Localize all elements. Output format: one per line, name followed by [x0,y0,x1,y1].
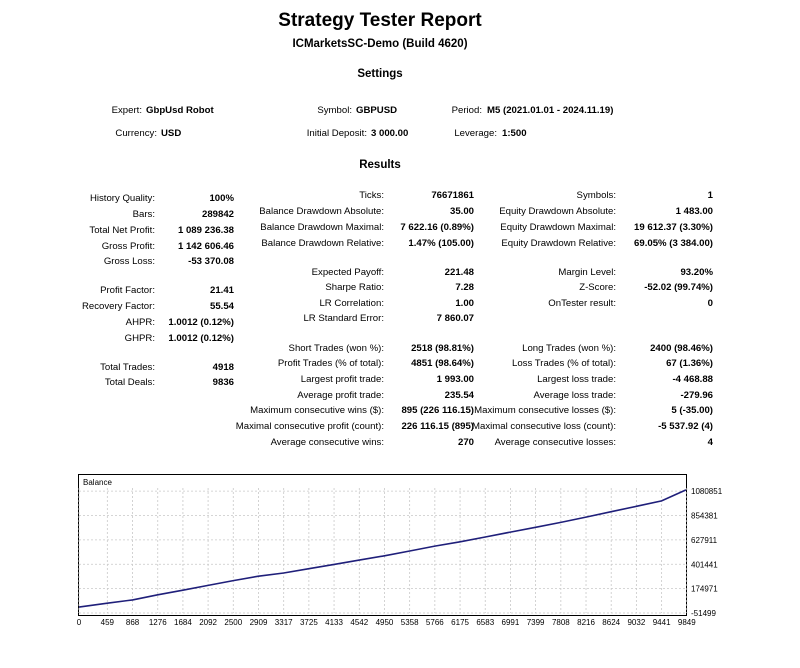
x-tick-label: 8624 [602,618,621,627]
col1-label: Total Deals: [104,377,155,388]
col1-value: -53 370.08 [188,256,234,267]
col2-label: Balance Drawdown Absolute: [259,206,384,217]
col1-value: 1 089 236.38 [177,225,234,236]
col3-value: 2400 (98.46%) [650,343,713,354]
col3-label: Margin Level: [558,267,616,278]
x-tick-label: 4542 [350,618,369,627]
col2-value: 76671861 [431,190,474,201]
col2-label: Maximum consecutive wins ($): [250,405,384,416]
y-tick-label: -51499 [691,609,716,618]
col2-value: 35.00 [449,206,474,217]
col2-label: Maximal consecutive profit (count): [235,421,384,432]
symbol-value: GBPUSD [356,105,398,116]
expert-value: GbpUsd Robot [146,105,214,116]
period-value: M5 (2021.01.01 - 2024.11.19) [487,105,614,116]
x-tick-label: 9849 [677,618,696,627]
col3-label: Equity Drawdown Relative: [501,238,616,249]
y-tick-label: 174971 [691,584,718,594]
col2-value: 270 [457,437,474,448]
col2-value: 1.00 [455,298,474,309]
col3-value: 4 [707,437,713,448]
x-tick-label: 8216 [577,618,595,627]
col2-label: Ticks: [359,190,384,201]
col3-label: Z-Score: [579,282,616,293]
x-tick-label: 9441 [652,618,671,627]
col3-value: 0 [707,298,713,309]
x-tick-label: 4133 [325,618,343,627]
col1-value: 1.0012 (0.12%) [168,317,234,328]
col1-label: Bars: [132,209,155,220]
col1-value: 4918 [212,362,234,373]
col3-value: -279.96 [680,390,713,401]
chart-title: Balance [83,478,112,487]
col2-label: Balance Drawdown Relative: [261,238,384,249]
settings-heading: Settings [357,68,403,80]
col2-label: Average profit trade: [297,390,384,401]
col3-value: 1 [707,190,713,201]
currency-value: USD [161,128,182,139]
col2-value: 7.28 [455,282,474,293]
col3-value: -4 468.88 [672,374,713,385]
col3-value: 67 (1.36%) [666,358,713,369]
col1-label: Profit Factor: [100,285,155,296]
x-axis-ticks [77,618,696,627]
col1-label: Total Trades: [100,362,155,373]
x-tick-label: 7399 [526,618,545,627]
x-tick-label: 6991 [501,618,520,627]
col2-label: Expected Payoff: [311,267,384,278]
x-tick-label: 1276 [148,618,167,627]
col3-value: 19 612.37 (3.30%) [634,222,713,233]
col2-label: Largest profit trade: [300,374,384,385]
col3-value: 1 483.00 [675,206,713,217]
col2-value: 235.54 [444,390,474,401]
col3-label: Symbols: [576,190,616,201]
x-tick-label: 2909 [249,618,268,627]
col3-label: Equity Drawdown Maximal: [500,222,616,233]
x-tick-label: 9032 [627,618,646,627]
x-tick-label: 2500 [224,618,243,627]
col3-label: Largest loss trade: [537,374,616,385]
report-subtitle: ICMarketsSC-Demo (Build 4620) [292,38,468,50]
x-tick-label: 459 [100,618,115,627]
chart-frame [79,475,687,616]
col3-value: -52.02 (99.74%) [644,282,713,293]
balance-chart [78,474,730,640]
col2-label: LR Standard Error: [303,313,384,324]
col2-value: 895 (226 116.15) [401,405,474,416]
leverage-label: Leverage: [454,128,497,139]
x-tick-label: 5358 [400,618,419,627]
col2-value: 226 116.15 (895) [401,421,474,432]
x-tick-label: 0 [76,618,82,627]
col3-value: 5 (-35.00) [671,405,713,416]
col2-value: 7 622.16 (0.89%) [400,222,474,233]
col3-label: Average consecutive losses: [494,437,616,448]
col1-value: 1 142 606.46 [177,241,234,252]
col3-value: -5 537.92 (4) [658,421,713,432]
col3-label: Maximal consecutive loss (count): [472,421,616,432]
period-label: Period: [451,105,482,116]
col1-value: 289842 [201,209,234,220]
report-title: Strategy Tester Report [278,10,482,31]
x-tick-label: 5766 [425,618,444,627]
y-tick-label: 1080851 [691,487,723,497]
col3-value: 93.20% [680,267,713,278]
y-tick-label: 854381 [691,511,718,521]
col3-value: 69.05% (3 384.00) [634,238,713,249]
col1-value: 21.41 [209,285,234,296]
col1-label: Recovery Factor: [81,301,155,312]
col3-label: Equity Drawdown Absolute: [499,206,616,217]
col1-value: 100% [209,193,234,204]
y-axis-ticks [691,487,723,618]
col1-label: Gross Loss: [103,256,155,267]
x-tick-label: 2092 [199,618,218,627]
symbol-label: Symbol: [317,105,352,116]
y-tick-label: 627911 [691,535,718,545]
x-tick-label: 7808 [551,618,570,627]
col1-value: 1.0012 (0.12%) [168,333,234,344]
x-tick-label: 868 [125,618,140,627]
col1-label: History Quality: [89,193,155,204]
col2-label: Short Trades (won %): [288,343,384,354]
col3-label: OnTester result: [548,298,616,309]
col1-value: 55.54 [209,301,234,312]
x-tick-label: 6175 [451,618,469,627]
expert-label: Expert: [111,105,142,116]
col2-value: 221.48 [444,267,474,278]
col2-value: 1 993.00 [436,374,474,385]
deposit-label: Initial Deposit: [306,128,367,139]
results-heading: Results [359,159,401,171]
col2-label: Sharpe Ratio: [325,282,384,293]
x-tick-label: 6583 [476,618,495,627]
col1-label: Total Net Profit: [89,225,155,236]
col3-label: Long Trades (won %): [522,343,616,354]
col2-value: 2518 (98.81%) [411,343,474,354]
col3-label: Average loss trade: [533,390,616,401]
col2-label: Profit Trades (% of total): [277,358,384,369]
col1-label: Gross Profit: [101,241,155,252]
deposit-value: 3 000.00 [371,128,409,139]
col1-label: GHPR: [124,333,155,344]
col2-label: Average consecutive wins: [270,437,384,448]
col2-value: 1.47% (105.00) [408,238,474,249]
col2-value: 7 860.07 [436,313,474,324]
y-tick-label: 401441 [691,560,718,570]
x-tick-label: 3725 [299,618,318,627]
leverage-value: 1:500 [502,128,527,139]
col2-value: 4851 (98.64%) [411,358,474,369]
col1-value: 9836 [212,377,234,388]
col2-label: LR Correlation: [319,298,384,309]
x-tick-label: 3317 [274,618,293,627]
col1-label: AHPR: [125,317,155,328]
col2-label: Balance Drawdown Maximal: [260,222,384,233]
col3-label: Maximum consecutive losses ($): [474,405,616,416]
currency-label: Currency: [115,128,157,139]
x-tick-label: 1684 [174,618,192,627]
x-tick-label: 4950 [375,618,394,627]
col3-label: Loss Trades (% of total): [512,358,616,369]
